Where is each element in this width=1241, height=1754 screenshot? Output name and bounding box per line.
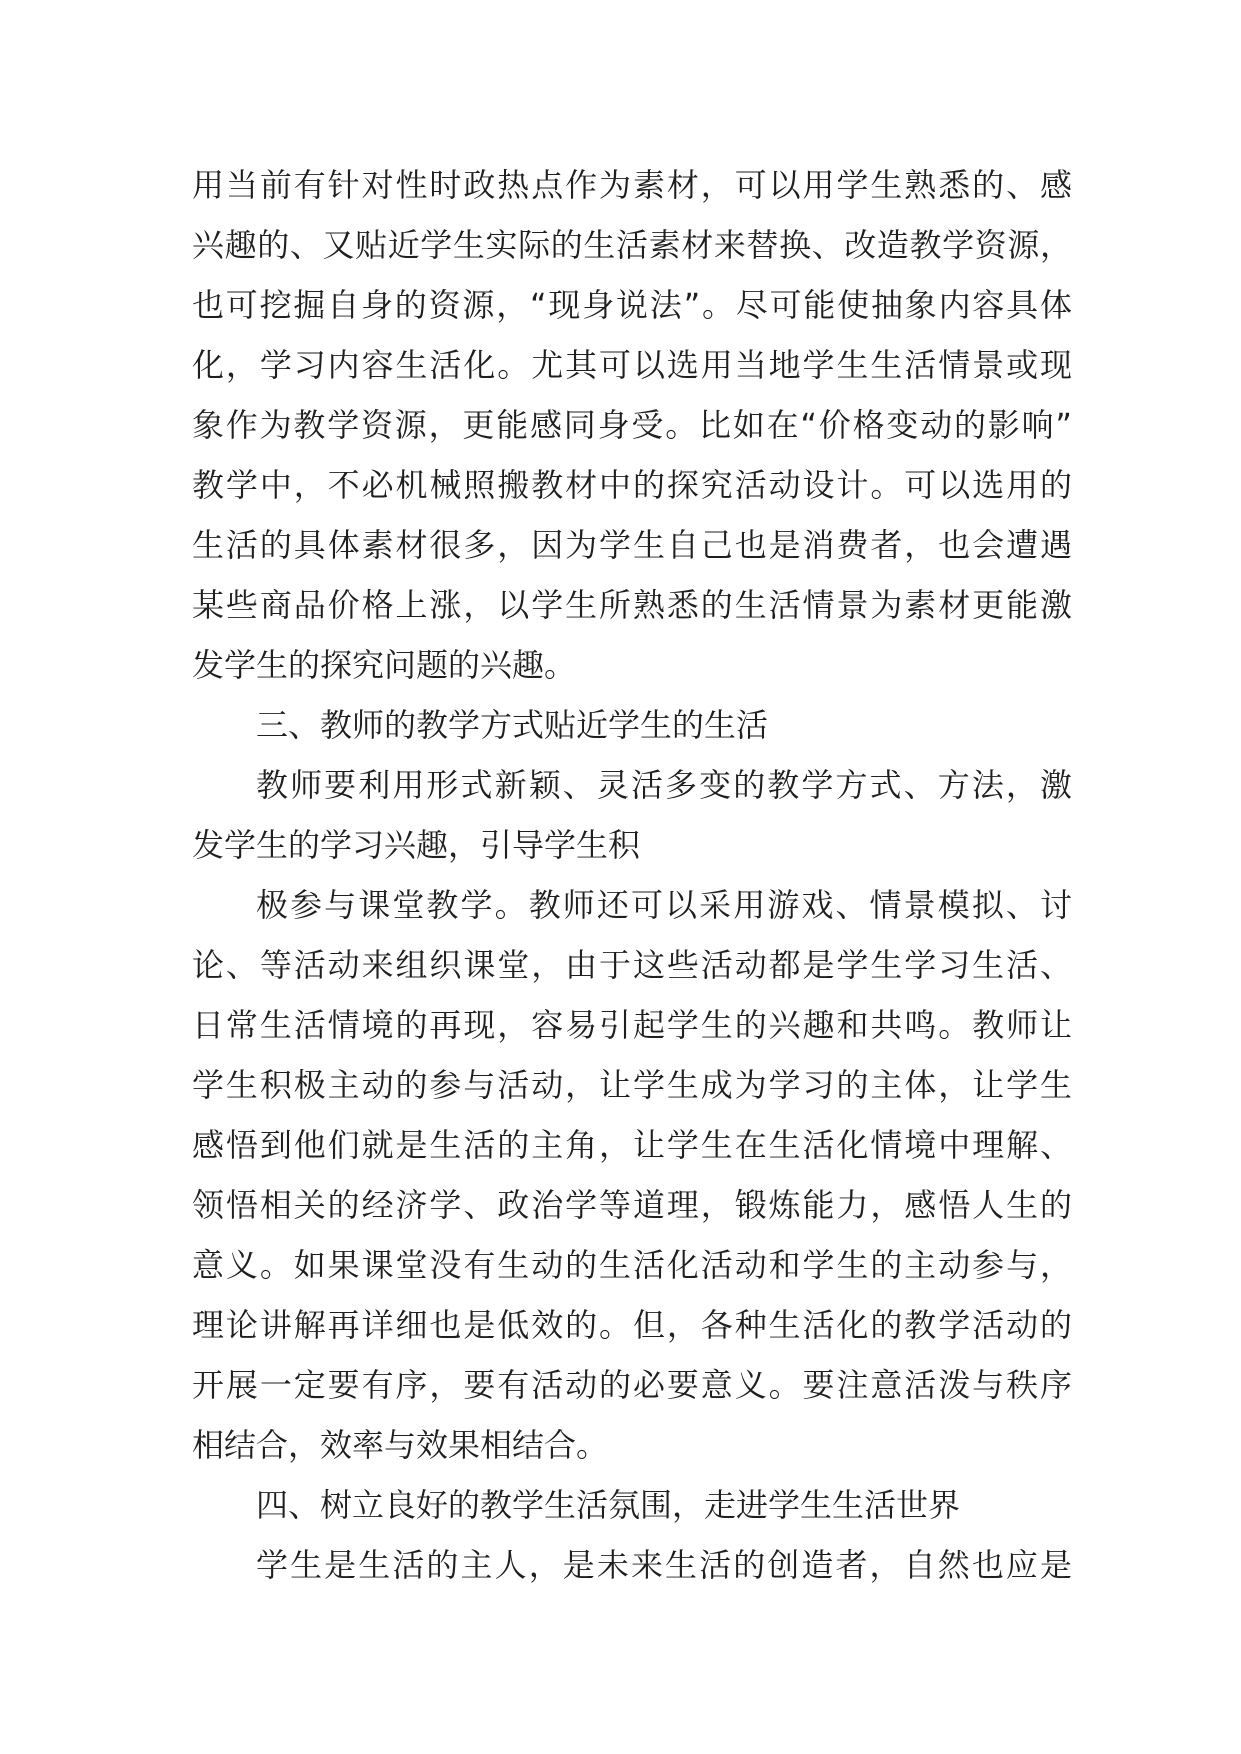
body-text-line: 理论讲解再详细也是低效的。但，各种生活化的教学活动的 [192,1306,1072,1344]
body-text-line: 教师要利用形式新颖、灵活多变的教学方式、方法，激 [256,766,1072,804]
body-text-line: 发学生的学习兴趣，引导学生积 [192,826,641,864]
body-text-line: 感悟到他们就是生活的主角，让学生在生活化情境中理解、 [192,1126,1072,1164]
body-text-line: 开展一定要有序，要有活动的必要意义。要注意活泼与秩序 [192,1366,1072,1404]
body-text-line: 兴趣的、又贴近学生实际的生活素材来替换、改造教学资源， [192,226,1072,264]
body-text-line: 化，学习内容生活化。尤其可以选用当地学生生活情景或现 [192,346,1072,384]
body-text-line: 意义。如果课堂没有生动的生活化活动和学生的主动参与， [192,1246,1072,1284]
body-text-line: 学生积极主动的参与活动，让学生成为学习的主体，让学生 [192,1066,1072,1104]
body-text-line: 教学中，不必机械照搬教材中的探究活动设计。可以选用的 [192,466,1072,504]
body-text-line: 生活的具体素材很多，因为学生自己也是消费者，也会遭遇 [192,526,1072,564]
body-text-line: 极参与课堂教学。教师还可以采用游戏、情景模拟、讨 [256,886,1072,924]
body-text-line: 发学生的探究问题的兴趣。 [192,646,577,684]
body-text-line: 学生是生活的主人，是未来生活的创造者，自然也应是 [256,1546,1072,1584]
body-text-line: 也可挖掘自身的资源，“现身说法”。尽可能使抽象内容具体 [192,286,1072,324]
body-text-line: 日常生活情境的再现，容易引起学生的兴趣和共鸣。教师让 [192,1006,1072,1044]
body-text-line: 论、等活动来组织课堂，由于这些活动都是学生学习生活、 [192,946,1072,984]
section-heading: 三、教师的教学方式贴近学生的生活 [256,706,769,744]
body-text-line: 象作为教学资源，更能感同身受。比如在“价格变动的影响” [192,406,1072,444]
body-text-line: 某些商品价格上涨，以学生所熟悉的生活情景为素材更能激 [192,586,1072,624]
body-text-line: 相结合，效率与效果相结合。 [192,1426,609,1464]
section-heading: 四、树立良好的教学生活氛围，走进学生生活世界 [256,1486,961,1524]
body-text-line: 领悟相关的经济学、政治学等道理，锻炼能力，感悟人生的 [192,1186,1072,1224]
body-text-line: 用当前有针对性时政热点作为素材，可以用学生熟悉的、感 [192,166,1072,204]
